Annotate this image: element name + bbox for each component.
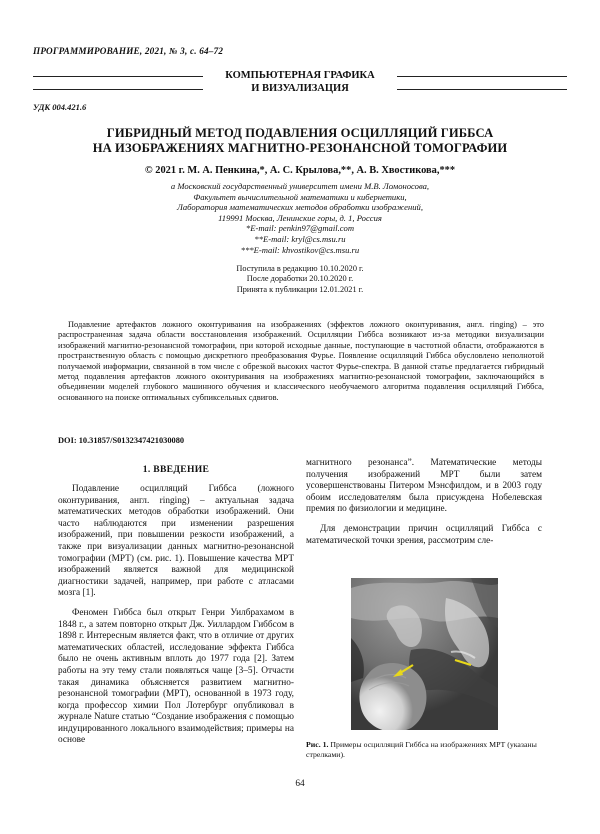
paper-title <box>33 126 567 156</box>
caption-label: Рис. 1. <box>306 740 329 749</box>
affiliation-line: Лаборатория математических методов обработки изображений, <box>177 202 423 213</box>
email-line: **E-mail: kryl@cs.msu.ru <box>254 233 346 244</box>
email-line: ***E-mail: khvostikov@cs.msu.ru <box>240 244 360 255</box>
abstract <box>58 320 544 403</box>
section-title-line2: И ВИЗУАЛИЗАЦИЯ <box>251 83 349 94</box>
paragraph: Для демонстрации причин осцилляций Гиббса с математической точки зрения, рассмотрим сле- <box>306 523 542 546</box>
udk-code: УДК 004.421.6 <box>33 102 87 112</box>
date-revised: После доработки 20.10.2020 г. <box>246 274 354 284</box>
affiliation <box>33 181 567 255</box>
left-column <box>58 484 294 747</box>
figure-caption <box>306 740 542 760</box>
section-title <box>203 69 397 95</box>
arrow-icon <box>351 578 498 730</box>
email-line: *E-mail: penkin97@gmail.com <box>245 223 355 234</box>
section-title-line1: КОМПЬЮТЕРНАЯ ГРАФИКА <box>225 70 375 81</box>
paragraph: магнитного резонанса”. Математические методы получения изображений МРТ были затем усовершенствованы Питером Мэнсфилдом, и в 2003 году обоим исследователям была присуждена Нобелевская премия по физиологии и медицине. <box>306 458 542 515</box>
date-accepted: Принята к публикации 12.01.2021 г. <box>236 284 364 294</box>
affiliation-line: a Московский государственный университет имени М.В. Ломоносова, <box>170 181 430 191</box>
right-column <box>306 458 542 547</box>
section-rule <box>397 76 567 77</box>
section-heading <box>33 68 567 98</box>
doi: DOI: 10.31857/S0132347421030080 <box>58 436 185 445</box>
section-rule <box>33 89 203 90</box>
affiliation-line: 119991 Москва, Ленинские горы, д. 1, Россия <box>218 212 382 223</box>
intro-heading: 1. ВВЕДЕНИЕ <box>142 464 210 475</box>
dates <box>33 264 567 295</box>
section-rule <box>397 89 567 90</box>
affiliation-line: Факультет вычислительной математики и кибернетики, <box>193 191 407 202</box>
date-received: Поступила в редакцию 10.10.2020 г. <box>236 264 364 273</box>
paper-title-line1: ГИБРИДНЫЙ МЕТОД ПОДАВЛЕНИЯ ОСЦИЛЛЯЦИЙ ГИББСА <box>106 126 494 140</box>
paper-title-line2: НА ИЗОБРАЖЕНИЯХ МАГНИТНО-РЕЗОНАНСНОЙ ТОМОГРАФИИ <box>92 141 508 155</box>
abstract-text: Подавление артефактов ложного оконтуривания на изображениях (эффектов ложного оконтуривания, англ. ringing) – это распространенная задача области восстановления изображений. Осцилляции Гиббса возникают из-за методики визуализации изображений магнитно-резонансной томографии, при которой исходные данные, поступающие в частотной области, отображаются в пространственную область с помощью дискретного преобразования Фурье. Появление осцилляций Гиббса обусловлено неполнотой получаемой информации, связанной в том числе с обрезкой высоких частот Фурье-спектра. В данной статье предлагается гибридный метод подавления артефактов ложного оконтуривания на изображениях магнитно-резонансной томографии, заключающийся в объединении моделей глубокого машинного обучения и классического необучаемого алгоритма подавления осцилляций Гиббса, основанного на поиске оптимальных субпиксельных сдвигов. <box>58 320 544 402</box>
paragraph: Подавление осцилляций Гиббса (ложного оконтуривания, англ. ringing) – актуальная задача математических методов обработки изображений. Они часто наблюдаются при изменении разрешения изображений, при повышении резкости изображений, а также при визуализации данных магнитно-резонансной томографии (МРТ) (см. рис. 1). Повышение качества МРТ изображений является важной для медицинской диагностики задачей, например, при работе с атласами мозга [1]. <box>58 484 294 599</box>
caption-text: Примеры осцилляций Гиббса на изображениях МРТ (указаны стрелками). <box>306 740 537 759</box>
authors: © 2021 г. М. А. Пенкинa,*, А. С. Крыловa,**, А. В. Хвостиковa,*** <box>144 165 456 176</box>
page-number: 64 <box>295 779 305 789</box>
mri-figure <box>351 578 498 730</box>
journal-line: ПРОГРАММИРОВАНИЕ, 2021, № 3, с. 64–72 <box>33 46 224 56</box>
paragraph: Феномен Гиббса был открыт Генри Уилбрахамом в 1848 г., а затем повторно открыт Дж. Уиллардом Гиббсом в 1898 г. Интересным является факт, что в отличие от других математических областей, исследование эффекта Гиббса было не очень активным вплоть до 1977 года [2]. Затем работы на эту тему стали появляться чаще [3–5]. Отчасти такая динамика объясняется развитием магнитно-резонансной томографии (МРТ), основанной в 1973 году, когда профессор химии Пол Лотербург опубликовал в журнале Nature статью “Создание изображения с помощью индуцированного локального взаимодействия; примеры на основе <box>58 607 294 746</box>
section-rule <box>33 76 203 77</box>
